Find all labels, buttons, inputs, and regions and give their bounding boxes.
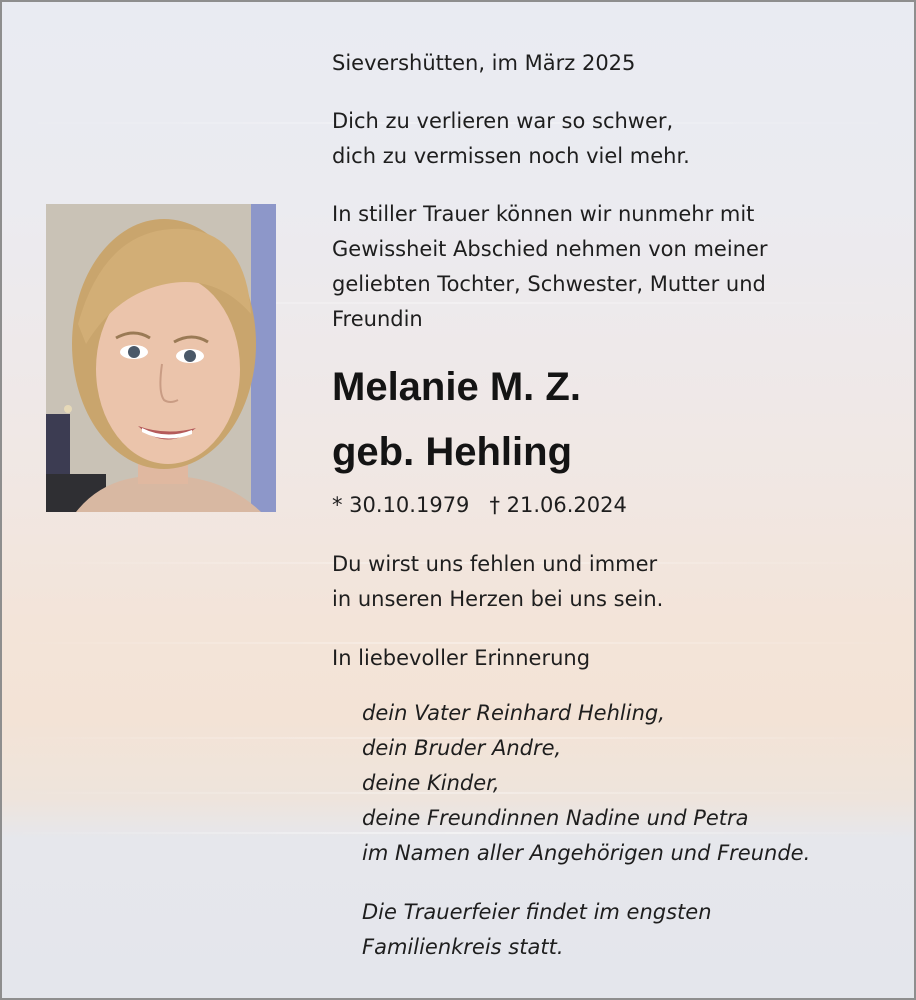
portrait-photo (46, 204, 276, 512)
mourner-line: dein Bruder Andre, (362, 736, 562, 760)
funeral-note-line: Familienkreis statt. (362, 935, 564, 959)
message-line: Du wirst uns fehlen und immer (332, 552, 658, 576)
maiden-name: geb. Hehling (332, 430, 572, 474)
mourner-line: deine Freundinnen Nadine und Petra (362, 806, 749, 830)
funeral-note-line: Die Trauerfeier findet im engsten (362, 900, 712, 924)
mourner-line: deine Kinder, (362, 771, 500, 795)
intro-line: geliebten Tochter, Schwester, Mutter und (332, 272, 766, 296)
intro-line: Gewissheit Abschied nehmen von meiner (332, 237, 768, 261)
message-line: in unseren Herzen bei uns sein. (332, 587, 664, 611)
place-date: Sievershütten, im März 2025 (332, 51, 636, 75)
portrait-illustration (46, 204, 276, 512)
quote-line: dich zu vermissen noch viel mehr. (332, 144, 690, 168)
deceased-name: Melanie M. Z. (332, 365, 581, 409)
mourner-line: dein Vater Reinhard Hehling, (362, 701, 665, 725)
intro-line: Freundin (332, 307, 423, 331)
quote-line: Dich zu verlieren war so schwer, (332, 109, 674, 133)
mourner-line: im Namen aller Angehörigen und Freunde. (362, 841, 811, 865)
intro-line: In stiller Trauer können wir nunmehr mit (332, 202, 755, 226)
life-dates: * 30.10.1979 † 21.06.2024 (332, 493, 627, 517)
memory-label: In liebevoller Erinnerung (332, 646, 591, 670)
